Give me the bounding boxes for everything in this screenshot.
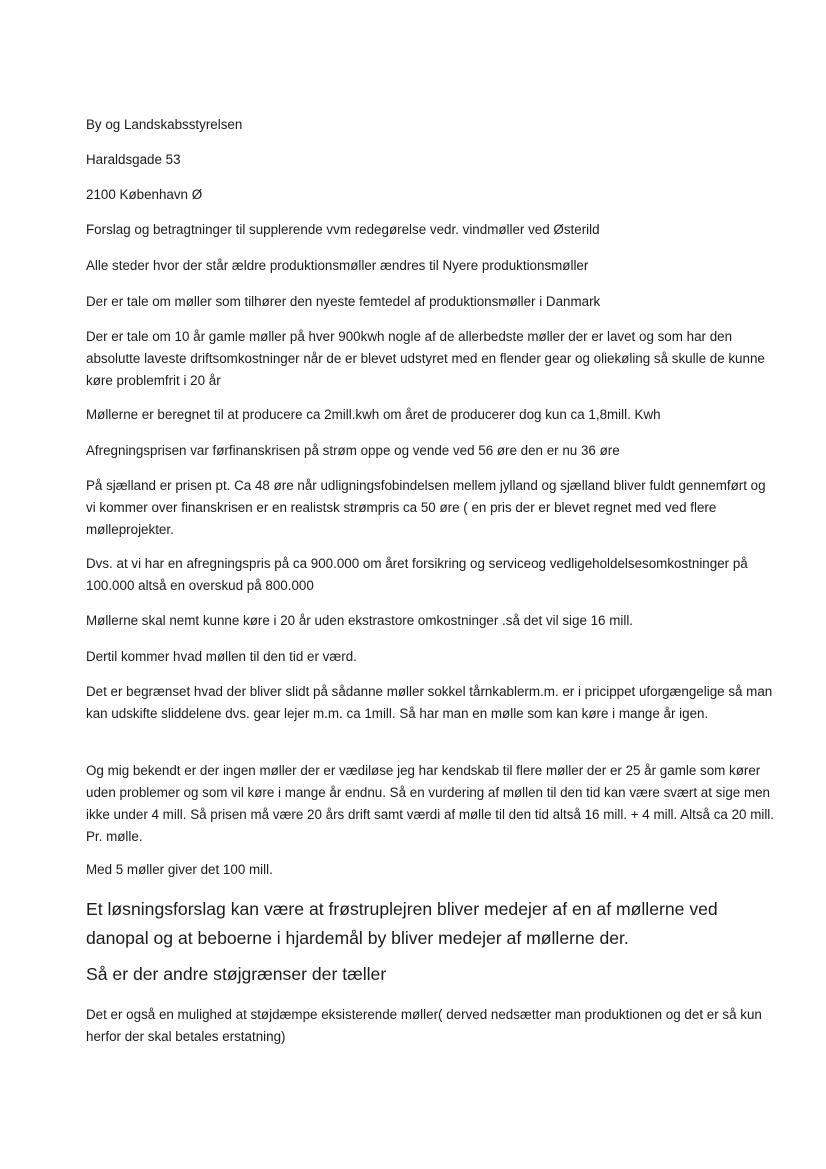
recipient-city: 2100 København Ø (86, 187, 203, 202)
paragraph: Og mig bekendt er der ingen møller der er vædiløse jeg har kendskab til flere møller der er 25 år gamle som kører uden problemer og som vil køre i mange år endnu. Så en vurdering af møllen til den tid kan være svært at sige men ikke under 4 mill. Så prisen må være 20 års drift samt værdi af mølle til den tid altså 16 mill. + 4 mill. Altså ca 20 mill. Pr. mølle. (86, 763, 775, 844)
noise-limits-paragraph: Så er der andre støjgrænser der tæller (86, 964, 387, 984)
subject-line: Forslag og betragtninger til supplerende vvm redegørelse vedr. vindmøller ved Østerild (86, 222, 600, 237)
paragraph: Alle steder hvor der står ældre produktionsmøller ændres til Nyere produktionsmøller (86, 258, 589, 273)
paragraph: Der er tale om 10 år gamle møller på hver 900kwh nogle af de allerbedste møller der er lavet og som har den absolutte laveste driftsomkostninger når de er blevet udstyret med en flender gear og oliekøling så skulle de kunne køre problemfrit i 20 år (86, 329, 765, 388)
paragraph: Det er begrænset hvad der bliver slidt på sådanne møller sokkel tårnkablerm.m. er i pricippet uforgængelige så man kan udskifte sliddelene dvs. gear lejer m.m. ca 1mill. Så har man en mølle som kan køre i mange år igen. (86, 684, 773, 721)
recipient-name: By og Landskabsstyrelsen (86, 117, 243, 132)
paragraph: Dvs. at vi har en afregningspris på ca 900.000 om året forsikring og serviceog vedligeholdelsesomkostninger på 100.000 altså en overskud på 800.000 (86, 556, 748, 593)
paragraph: Dertil kommer hvad møllen til den tid er værd. (86, 649, 357, 664)
recipient-street: Haraldsgade 53 (86, 152, 181, 167)
paragraph: Der er tale om møller som tilhører den nyeste femtedel af produktionsmøller i Danmark (86, 294, 601, 309)
paragraph: Det er også en mulighed at støjdæmpe eksisterende møller( derved nedsætter man produktionen og det er så kun herfor der skal betales erstatning) (86, 1007, 762, 1044)
paragraph: Med 5 møller giver det 100 mill. (86, 862, 273, 877)
paragraph: Møllerne er beregnet til at producere ca 2mill.kwh om året de producerer dog kun ca 1,8mill. Kwh (86, 407, 661, 422)
paragraph: Afregningsprisen var førfinanskrisen på strøm oppe og vende ved 56 øre den er nu 36 øre (86, 443, 620, 458)
paragraph: Møllerne skal nemt kunne køre i 20 år uden ekstrastore omkostninger .så det vil sige 16 mill. (86, 613, 634, 628)
proposal-paragraph: Et løsningsforslag kan være at frøstruplejren bliver medejer af en af møllerne ved danopal og at beboerne i hjardemål by bliver medejer af møllerne der. (86, 899, 718, 948)
paragraph: På sjælland er prisen pt. Ca 48 øre når udligningsfobindelsen mellem jylland og sjælland bliver fuldt gennemført og vi kommer over finanskrisen er en realistsk strømpris ca 50 øre ( en pris der er blevet regnet med ved flere mølleprojekter. (86, 478, 766, 537)
